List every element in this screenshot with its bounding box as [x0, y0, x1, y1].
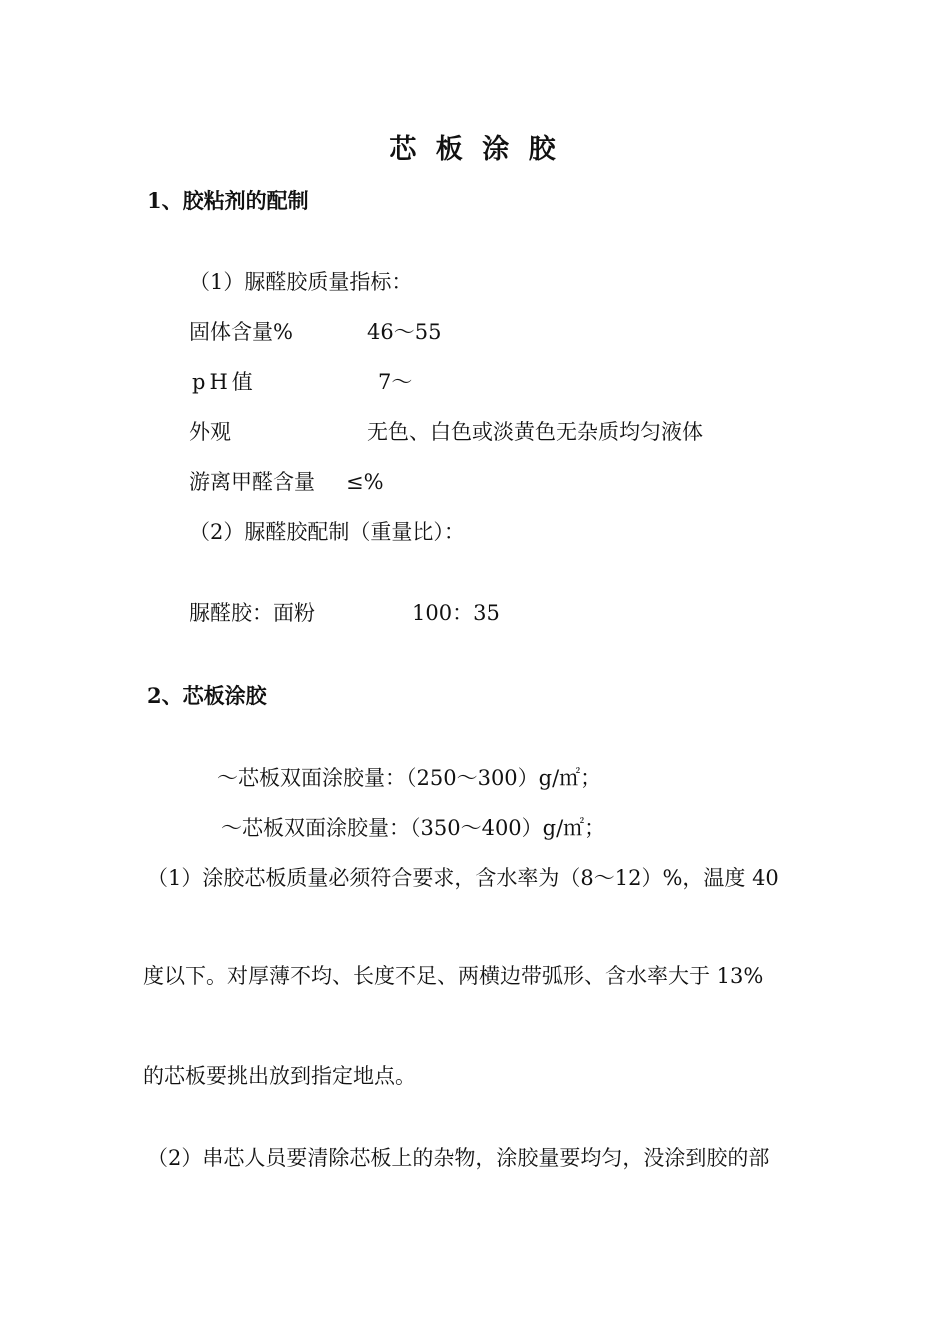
spec-value: 7～	[378, 370, 413, 394]
page-title: 芯 板 涂 胶	[389, 134, 561, 165]
ratio-value: 100：35	[412, 601, 500, 625]
spec-label: 游离甲醛含量	[189, 470, 315, 494]
spec-label: 固体含量%	[189, 320, 293, 344]
paragraph-1-line-3: 的芯板要挑出放到指定地点。	[143, 1064, 416, 1088]
spec-value: 无色、白色或淡黄色无杂质均匀液体	[367, 420, 703, 444]
paragraph-1-line-2: 度以下。对厚薄不均、长度不足、两横边带弧形、含水率大于 13%	[143, 964, 764, 988]
quality-index-subheading: （1）脲醛胶质量指标：	[189, 270, 413, 294]
section1-heading: 1、胶粘剂的配制	[147, 188, 309, 213]
mixing-ratio-subheading: （2）脲醛胶配制（重量比）：	[189, 520, 465, 544]
glue-amount-line-2: ～芯板双面涂胶量：（350～400）g/㎡；	[221, 816, 606, 840]
spec-label: pH值	[192, 370, 257, 394]
spec-value: 46～55	[367, 320, 442, 344]
paragraph-2-line-1: （2）串芯人员要清除芯板上的杂物，涂胶量要均匀，没涂到胶的部	[147, 1146, 770, 1170]
section2-heading: 2、芯板涂胶	[147, 683, 267, 708]
paragraph-1-line-1: （1）涂胶芯板质量必须符合要求，含水率为（8～12）%，温度 40	[147, 866, 779, 890]
spec-value: ≤%	[346, 470, 384, 494]
spec-label: 外观	[189, 420, 231, 444]
ratio-label: 脲醛胶：面粉	[189, 601, 315, 625]
glue-amount-line-1: ～芯板双面涂胶量：（250～300）g/㎡；	[217, 766, 602, 790]
